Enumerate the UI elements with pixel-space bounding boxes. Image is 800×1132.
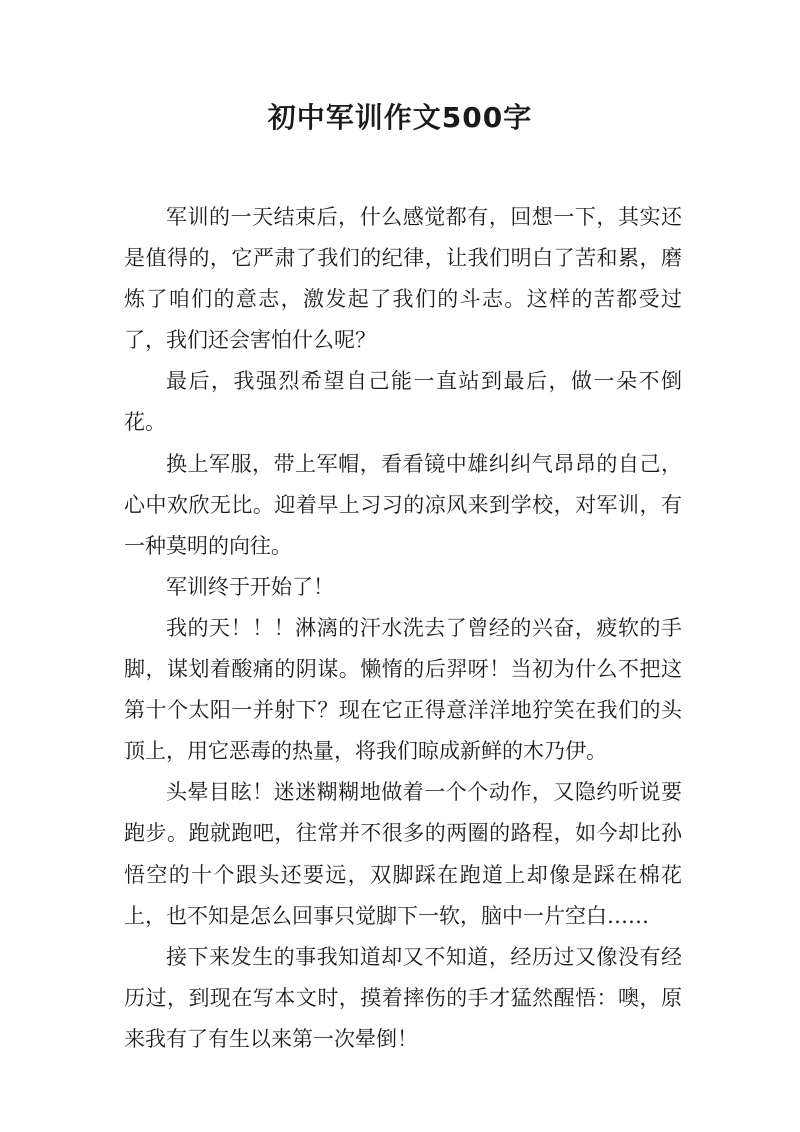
paragraph: 军训终于开始了！ [166,574,334,599]
paragraph: 我的天！！！淋漓的汗水洗去了曾经的兴奋，疲软的手脚，谋划着酸痛的阴谋。懒惰的后羿呀！当初为什么不把这第十个太阳一并射下？现在它正得意洋洋地狞笑在我们的头顶上，用它恶毒的热量，将我们晾成新鲜的木乃伊。 [124,615,682,764]
document-title: 初中军训作文500字 [267,101,533,134]
paragraph: 接下来发生的事我知道却又不知道，经历过又像没有经历过，到现在写本文时，摸着摔伤的手才猛然醒悟：噢，原来我有了有生以来第一次晕倒！ [124,944,682,1051]
paragraph: 军训的一天结束后，什么感觉都有，回想一下，其实还是值得的，它严肃了我们的纪律，让我们明白了苦和累，磨炼了咱们的意志，激发起了我们的斗志。这样的苦都受过了，我们还会害怕什么呢？ [124,205,682,353]
paragraph: 换上军服，带上军帽，看看镜中雄纠纠气昂昂的自己，心中欢欣无比。迎着早上习习的凉风来到学校，对军训，有一种莫明的向往。 [124,451,682,558]
document-body [124,197,682,1060]
paragraph: 最后，我强烈希望自己能一直站到最后，做一朵不倒花。 [124,369,682,435]
paragraph: 头晕目眩！迷迷糊糊地做着一个个动作，又隐约听说要跑步。跑就跑吧，往常并不很多的两圈的路程，如今却比孙悟空的十个跟头还要远，双脚踩在跑道上却像是踩在棉花上，也不知是怎么回事只觉脚下一软，脑中一片空白…… [124,780,682,928]
